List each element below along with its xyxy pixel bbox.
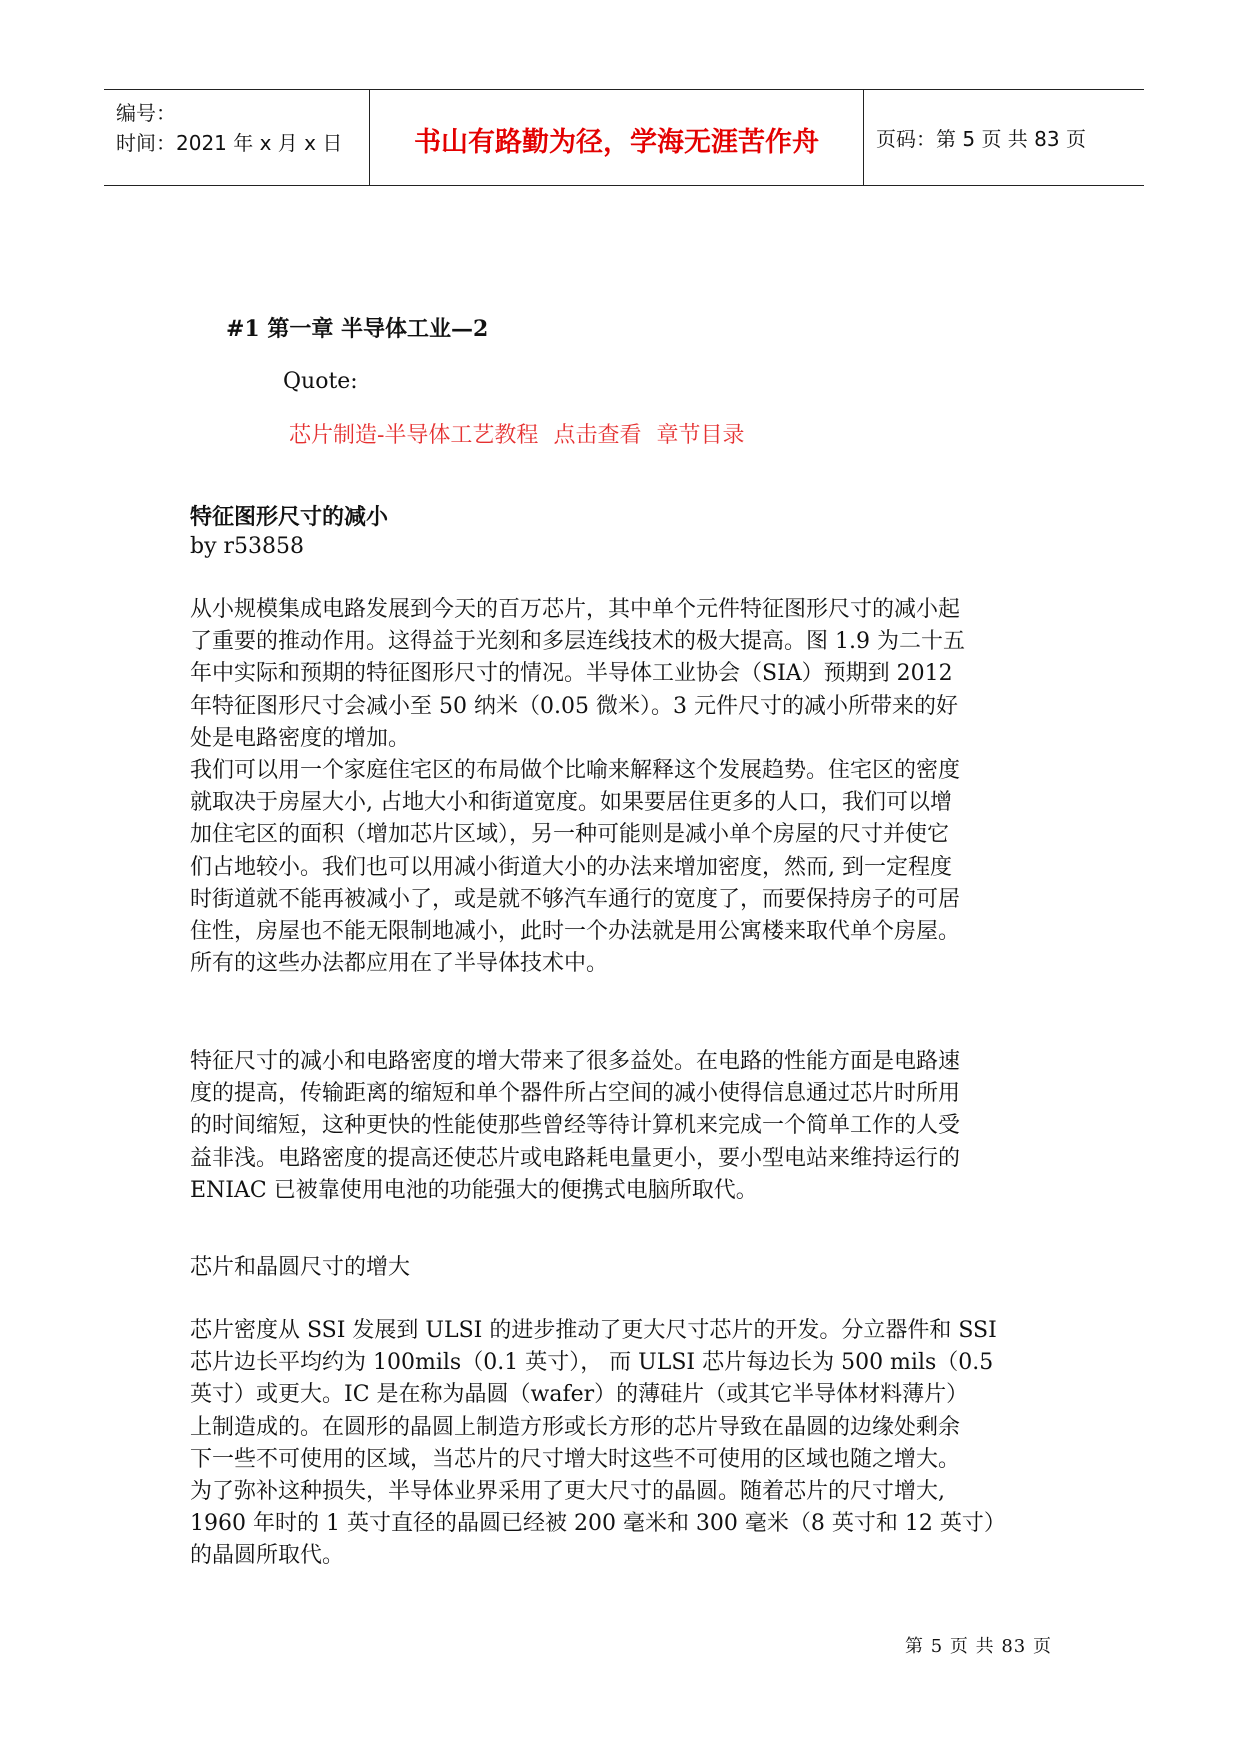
- text-line: 们占地较小。我们也可以用减小街道大小的办法来增加密度，然而, 到一定程度: [190, 854, 952, 880]
- text-line: 的时间缩短，这种更快的性能使那些曾经等待计算机来完成一个简单工作的人受: [190, 1113, 961, 1139]
- motto: 书山有路勤为径，学海无涯苦作舟: [414, 127, 819, 158]
- section-title: 特征图形尺寸的减小: [190, 504, 389, 530]
- text-line: 的晶圆所取代。: [190, 1543, 345, 1569]
- text-line: 为了弥补这种损失，半导体业界采用了更大尺寸的晶圆。随着芯片的尺寸增大,: [190, 1478, 945, 1504]
- subheading: 芯片和晶圆尺寸的增大: [190, 1255, 411, 1280]
- text-line: 下一些不可使用的区域，当芯片的尺寸增大时这些不可使用的区域也随之增大。: [190, 1446, 961, 1472]
- number-label: 编号：: [116, 101, 176, 125]
- text-line: 益非浅。电路密度的提高还使芯片或电路耗电量更小，要小型电站来维持运行的: [190, 1145, 961, 1171]
- link-tutorial[interactable]: 芯片制造-半导体工艺教程: [289, 423, 539, 448]
- paragraph-3: [190, 1315, 1080, 1573]
- chapter-title: #1 第一章 半导体工业—2: [226, 316, 489, 342]
- text-line: 加住宅区的面积（增加芯片区域），另一种可能则是减小单个房屋的尺寸并使它: [190, 822, 950, 848]
- header-table: [104, 89, 1144, 186]
- page-code: 页码：第 5 页 共 83 页: [876, 127, 1086, 151]
- text-line: 处是电路密度的增加。: [190, 725, 411, 751]
- text-line: 就取决于房屋大小, 占地大小和街道宽度。如果要居住更多的人口，我们可以增: [190, 790, 952, 816]
- text-line: 住性，房屋也不能无限制地减小，此时一个办法就是用公寓楼来取代单个房屋。: [190, 918, 961, 944]
- text-line: 我们可以用一个家庭住宅区的布局做个比喻来解释这个发展趋势。住宅区的密度: [190, 757, 961, 783]
- link-view[interactable]: 点击查看: [553, 423, 642, 448]
- text-line: 特征尺寸的减小和电路密度的增大带来了很多益处。在电路的性能方面是电路速: [190, 1049, 961, 1074]
- paragraph-1: [190, 594, 1080, 980]
- page-footer: 第 5 页 共 83 页: [905, 1636, 1052, 1657]
- header-page-cell: [864, 90, 1144, 185]
- quote-label: Quote:: [283, 369, 358, 394]
- text-line: 时街道就不能再被减小了，或是就不够汽车通行的宽度了，而要保持房子的可居: [190, 886, 961, 912]
- text-line: 上制造成的。在圆形的晶圆上制造方形或长方形的芯片导致在晶圆的边缘处剩余: [190, 1414, 961, 1440]
- time-label: 时间：2021 年 x 月 x 日: [116, 131, 343, 155]
- header-motto-cell: [370, 90, 864, 185]
- byline: by r53858: [190, 534, 305, 559]
- text-line: 度的提高，传输距离的缩短和单个器件所占空间的减小使得信息通过芯片时所用: [190, 1081, 961, 1107]
- header-info-cell: [104, 90, 370, 185]
- text-line: 芯片密度从 SSI 发展到 ULSI 的进步推动了更大尺寸芯片的开发。分立器件和 SSI: [190, 1318, 997, 1343]
- paragraph-2: [190, 1046, 1080, 1207]
- quote-links: [289, 418, 752, 449]
- text-line: ENIAC 已被靠使用电池的功能强大的便携式电脑所取代。: [190, 1177, 758, 1203]
- text-line: 从小规模集成电路发展到今天的百万芯片，其中单个元件特征图形尺寸的减小起: [190, 597, 961, 622]
- text-line: 年中实际和预期的特征图形尺寸的情况。半导体工业协会（SIA）预期到 2012: [190, 661, 953, 687]
- text-line: 英寸）或更大。IC 是在称为晶圆（wafer）的薄硅片（或其它半导体材料薄片）: [190, 1382, 969, 1408]
- text-line: 了重要的推动作用。这得益于光刻和多层连线技术的极大提高。图 1.9 为二十五: [190, 629, 965, 655]
- text-line: 芯片边长平均约为 100mils（0.1 英寸）， 而 ULSI 芯片每边长为 500 mils（0.5: [190, 1350, 994, 1376]
- link-toc[interactable]: 章节目录: [656, 423, 745, 448]
- text-line: 年特征图形尺寸会减小至 50 纳米（0.05 微米）。3 元件尺寸的减小所带来的好: [190, 693, 958, 719]
- text-line: 所有的这些办法都应用在了半导体技术中。: [190, 951, 609, 977]
- text-line: 1960 年时的 1 英寸直径的晶圆已经被 200 毫米和 300 毫米（8 英寸和 12 英寸）: [190, 1511, 1006, 1537]
